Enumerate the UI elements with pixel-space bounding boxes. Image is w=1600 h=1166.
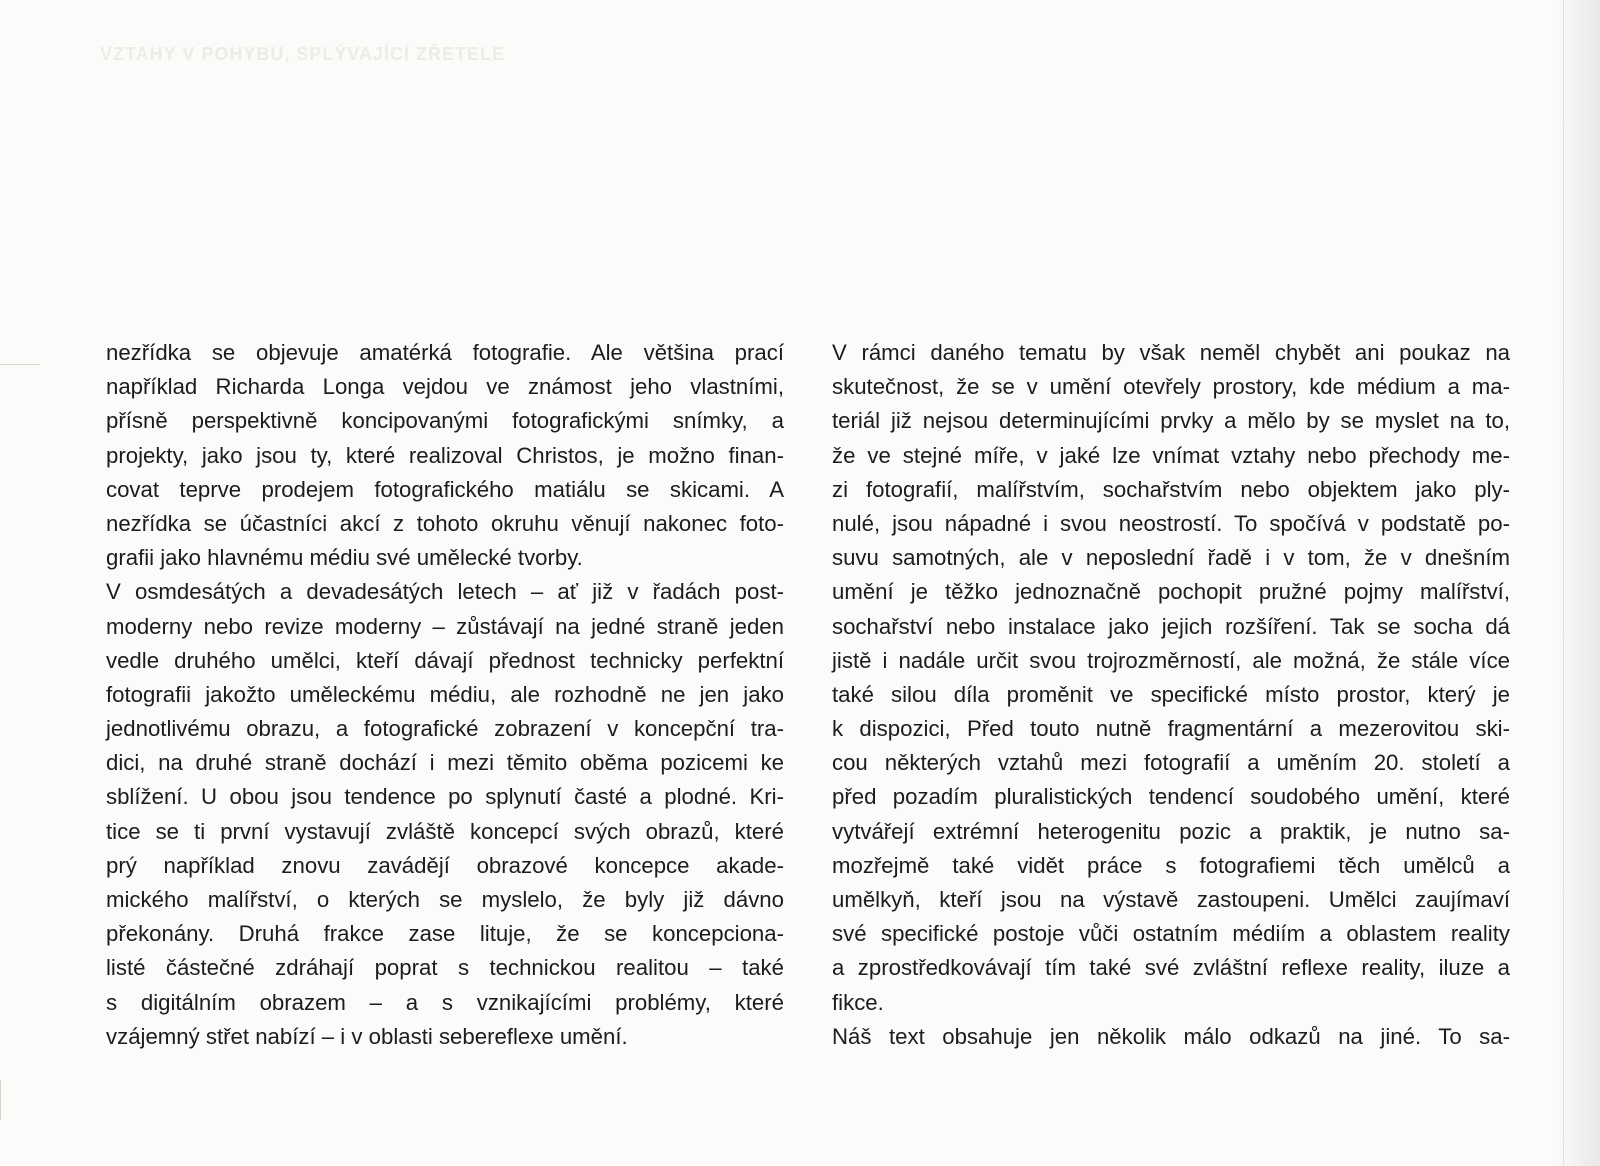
text-line: V osmdesátých a devadesátých letech – ať již v řadách post- xyxy=(106,579,784,605)
text-line: vedle druhého umělci, kteří dávají přednost technicky perfektní xyxy=(106,647,784,673)
text-line: přísně perspektivně koncipovanými fotografickými snímky, a xyxy=(106,408,784,434)
text-line: skutečnost, že se v umění otevřely prostory, kde médium a ma- xyxy=(832,374,1510,400)
paragraph-end-line: grafii jako hlavnému médiu své umělecké tvorby. xyxy=(106,545,583,571)
text-line: sochařství nebo instalace jako jejich rozšíření. Tak se socha dá xyxy=(832,613,1510,639)
text-line: fotografii jakožto uměleckému médiu, ale rozhodně ne jen jako xyxy=(106,681,784,707)
text-line: projekty, jako jsou ty, které realizoval Christos, je možno finan- xyxy=(106,442,784,468)
page-edge-line xyxy=(1563,0,1564,1166)
text-line: prý například znovu zavádějí obrazové koncepce akade- xyxy=(106,852,784,878)
text-line: tice se ti první vystavují zvláště koncepcí svých obrazů, které xyxy=(106,818,784,844)
text-line: zi fotografií, malířstvím, sochařstvím nebo objektem jako ply- xyxy=(832,476,1510,502)
text-line: sblížení. U obou jsou tendence po splynutí časté a plodné. Kri- xyxy=(106,784,784,810)
text-line: nulé, jsou nápadné i svou neostrostí. To spočívá v podstatě po- xyxy=(832,510,1510,536)
text-line: Náš text obsahuje jen několik málo odkazů na jiné. To sa- xyxy=(832,1023,1510,1049)
text-line: listé částečné zdráhají poprat s technickou realitou – také xyxy=(106,955,784,981)
text-line: moderny nebo revize moderny – zůstávají na jedné straně jeden xyxy=(106,613,784,639)
text-line: že ve stejné míře, v jaké lze vnímat vztahy nebo přechody me- xyxy=(832,442,1510,468)
text-line: například Richarda Longa vejdou ve známost jeho vlastními, xyxy=(106,374,784,400)
paragraph-end-line: fikce. xyxy=(832,989,884,1015)
text-line: své specifické postoje vůči ostatním médiím a oblastem reality xyxy=(832,921,1510,947)
text-line: a zprostředkovávají tím také své zvláštní reflexe reality, iluze a xyxy=(832,955,1510,981)
text-line: vytvářejí extrémní heterogenitu pozic a praktik, je nutno sa- xyxy=(832,818,1510,844)
right-text-column xyxy=(832,336,1510,1054)
text-line: mozřejmě také vidět práce s fotografiemi těch umělců a xyxy=(832,852,1510,878)
text-line: V rámci daného tematu by však neměl chybět ani poukaz na xyxy=(832,340,1510,365)
text-line: překonány. Druhá frakce zase lituje, že se koncepciona- xyxy=(106,921,784,947)
text-line: jednotlivému obrazu, a fotografické zobrazení v koncepční tra- xyxy=(106,716,784,742)
text-line: teriál již nejsou determinujícími prvky a mělo by se myslet na to, xyxy=(832,408,1510,434)
paragraph-end-line: vzájemný střet nabízí – i v oblasti sebereflexe umění. xyxy=(106,1023,628,1049)
text-line: cou některých vztahů mezi fotografií a uměním 20. století a xyxy=(832,750,1510,776)
text-line: dici, na druhé straně dochází i mezi těmito oběma pozicemi ke xyxy=(106,750,784,776)
text-line: umění je těžko jednoznačně pochopit pružné pojmy malířství, xyxy=(832,579,1510,605)
left-text-column xyxy=(106,336,784,1054)
running-head: VZTAHY V POHYBU, SPLÝVAJÍCÍ ZŘETELE xyxy=(100,44,506,64)
crop-mark xyxy=(0,1080,1,1120)
text-line: s digitálním obrazem – a s vznikajícími problémy, které xyxy=(106,989,784,1015)
text-line: také silou díla proměnit ve specifické místo prostor, který je xyxy=(832,681,1510,707)
text-line: nezřídka se účastníci akcí z tohoto okruhu věnují nakonec foto- xyxy=(106,510,784,536)
text-line: nezřídka se objevuje amatérká fotografie. Ale většina prací xyxy=(106,340,784,365)
text-line: umělkyň, kteří jsou na výstavě zastoupeni. Umělci zaujímaví xyxy=(832,887,1510,912)
text-line: před pozadím pluralistických tendencí soudobého umění, které xyxy=(832,784,1510,810)
text-line: k dispozici, Před touto nutně fragmentární a mezerovitou ski- xyxy=(832,716,1510,742)
text-line: covat teprve prodejem fotografického matiálu se skicami. A xyxy=(106,476,784,502)
crop-mark xyxy=(0,364,40,365)
text-line: suvu samotných, ale v neposlední řadě i v tom, že v dnešním xyxy=(832,545,1510,571)
text-line: jistě i nadále určit svou trojrozměrností, ale možná, že stále více xyxy=(832,647,1510,673)
text-line: mického malířství, o kterých se myslelo, že byly již dávno xyxy=(106,887,784,912)
